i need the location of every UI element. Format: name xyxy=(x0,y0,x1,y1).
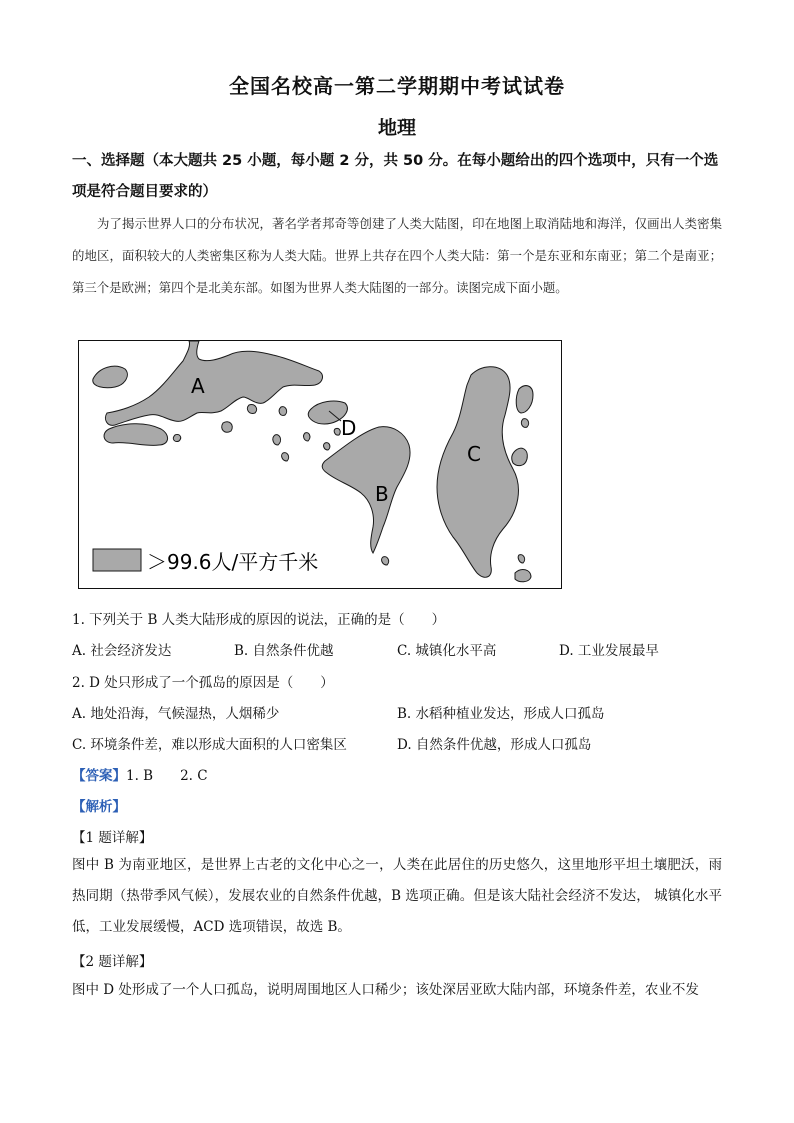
island-c3 xyxy=(512,448,528,465)
q1-option-c[interactable]: C. 城镇化水平高 xyxy=(397,643,497,659)
q2-detail-paragraph: 图中 D 处形成了一个人口孤岛，说明周围地区人口稀少；该处深居亚欧大陆内部，环境条件差，农业不发 xyxy=(72,982,699,998)
q1-detail-text xyxy=(72,850,722,943)
q1-option-b[interactable]: B. 自然条件优越 xyxy=(234,643,334,659)
label-a: A xyxy=(191,374,205,398)
exam-title: 全国名校高一第二学期期中考试试卷 xyxy=(229,74,565,98)
answer-values: 1. B 2. C xyxy=(126,768,208,784)
region-d-islet xyxy=(334,428,340,435)
q2-option-d[interactable]: D. 自然条件优越，形成人口孤岛 xyxy=(397,737,592,753)
region-b-landmass xyxy=(322,427,410,553)
island-c2 xyxy=(521,419,528,428)
region-a-landmass xyxy=(105,341,322,425)
legend-swatch xyxy=(93,549,141,571)
region-a-blob-left xyxy=(93,366,128,387)
q2-option-a[interactable]: A. 地处沿海，气候湿热，人烟稀少 xyxy=(72,706,280,722)
label-b: B xyxy=(375,482,389,506)
q1-detail-heading: 【1 题详解】 xyxy=(72,830,153,846)
q2-option-b[interactable]: B. 水稻种植业发达，形成人口孤岛 xyxy=(397,706,605,722)
label-d: D xyxy=(341,416,357,440)
subject-title: 地理 xyxy=(377,117,416,139)
q2-detail-text xyxy=(72,975,722,1006)
q2-option-c[interactable]: C. 环境条件差，难以形成大面积的人口密集区 xyxy=(72,737,347,753)
human-continent-map xyxy=(78,340,562,589)
island-c1 xyxy=(516,386,533,413)
question-2-stem: 2. D 处只形成了一个孤岛的原因是（ ） xyxy=(72,675,334,691)
q1-detail-paragraph: 图中 B 为南亚地区，是世界上古老的文化中心之一，人类在此居住的历史悠久，这里地形平坦土壤肥沃，雨热同期（热带季风气候），发展农业的自然条件优越，B 选项正确。但是该大陆社会经济不发达， 城镇化水平低，工业发展缓慢，ACD 选项错误，故选 B。 xyxy=(72,857,722,935)
island-a7 xyxy=(304,433,310,441)
q1-option-d[interactable]: D. 工业发展最早 xyxy=(559,643,659,659)
intro-text: 为了揭示世界人口的分布状况，著名学者邦奇等创建了人类大陆图，印在地图上取消陆地和海洋，仅画出人类密集的地区，面积较大的人类密集区称为人类大陆。世界上共存在四个人类大陆：第一个是东亚和东南亚；第二个是南亚；第三个是欧洲；第四个是北美东部。如图为世界人类大陆图的一部分。读图完成下面小题。 xyxy=(72,216,722,295)
island-a3 xyxy=(247,405,256,414)
section-heading: 一、选择题（本大题共 25 小题，每小题 2 分，共 50 分。在每小题给出的四个选项中，只有一个选项是符合题目要求的） xyxy=(72,153,719,200)
island-a6 xyxy=(282,453,289,461)
q2-detail-heading: 【2 题详解】 xyxy=(72,954,153,970)
label-c: C xyxy=(467,442,481,466)
region-a-arm xyxy=(104,424,168,446)
island-b1 xyxy=(382,557,389,565)
legend-text: ＞99.6人/平方千米 xyxy=(147,550,319,574)
analysis-line xyxy=(72,795,126,815)
question-intro xyxy=(72,208,722,304)
island-a2 xyxy=(222,422,233,433)
island-a4 xyxy=(279,407,287,416)
answer-label: 【答案】 xyxy=(72,768,126,784)
island-a8 xyxy=(324,443,330,450)
q1-option-a[interactable]: A. 社会经济发达 xyxy=(72,643,172,659)
analysis-label: 【解析】 xyxy=(72,799,126,815)
island-a5 xyxy=(273,435,281,445)
island-c4 xyxy=(515,570,531,582)
map-svg xyxy=(79,341,560,587)
island-c5 xyxy=(518,555,524,563)
island-a1 xyxy=(173,434,180,441)
region-c-landmass xyxy=(437,367,518,578)
answer-line xyxy=(72,764,208,784)
question-1-stem: 1. 下列关于 B 人类大陆形成的原因的说法，正确的是（ ） xyxy=(72,612,446,628)
